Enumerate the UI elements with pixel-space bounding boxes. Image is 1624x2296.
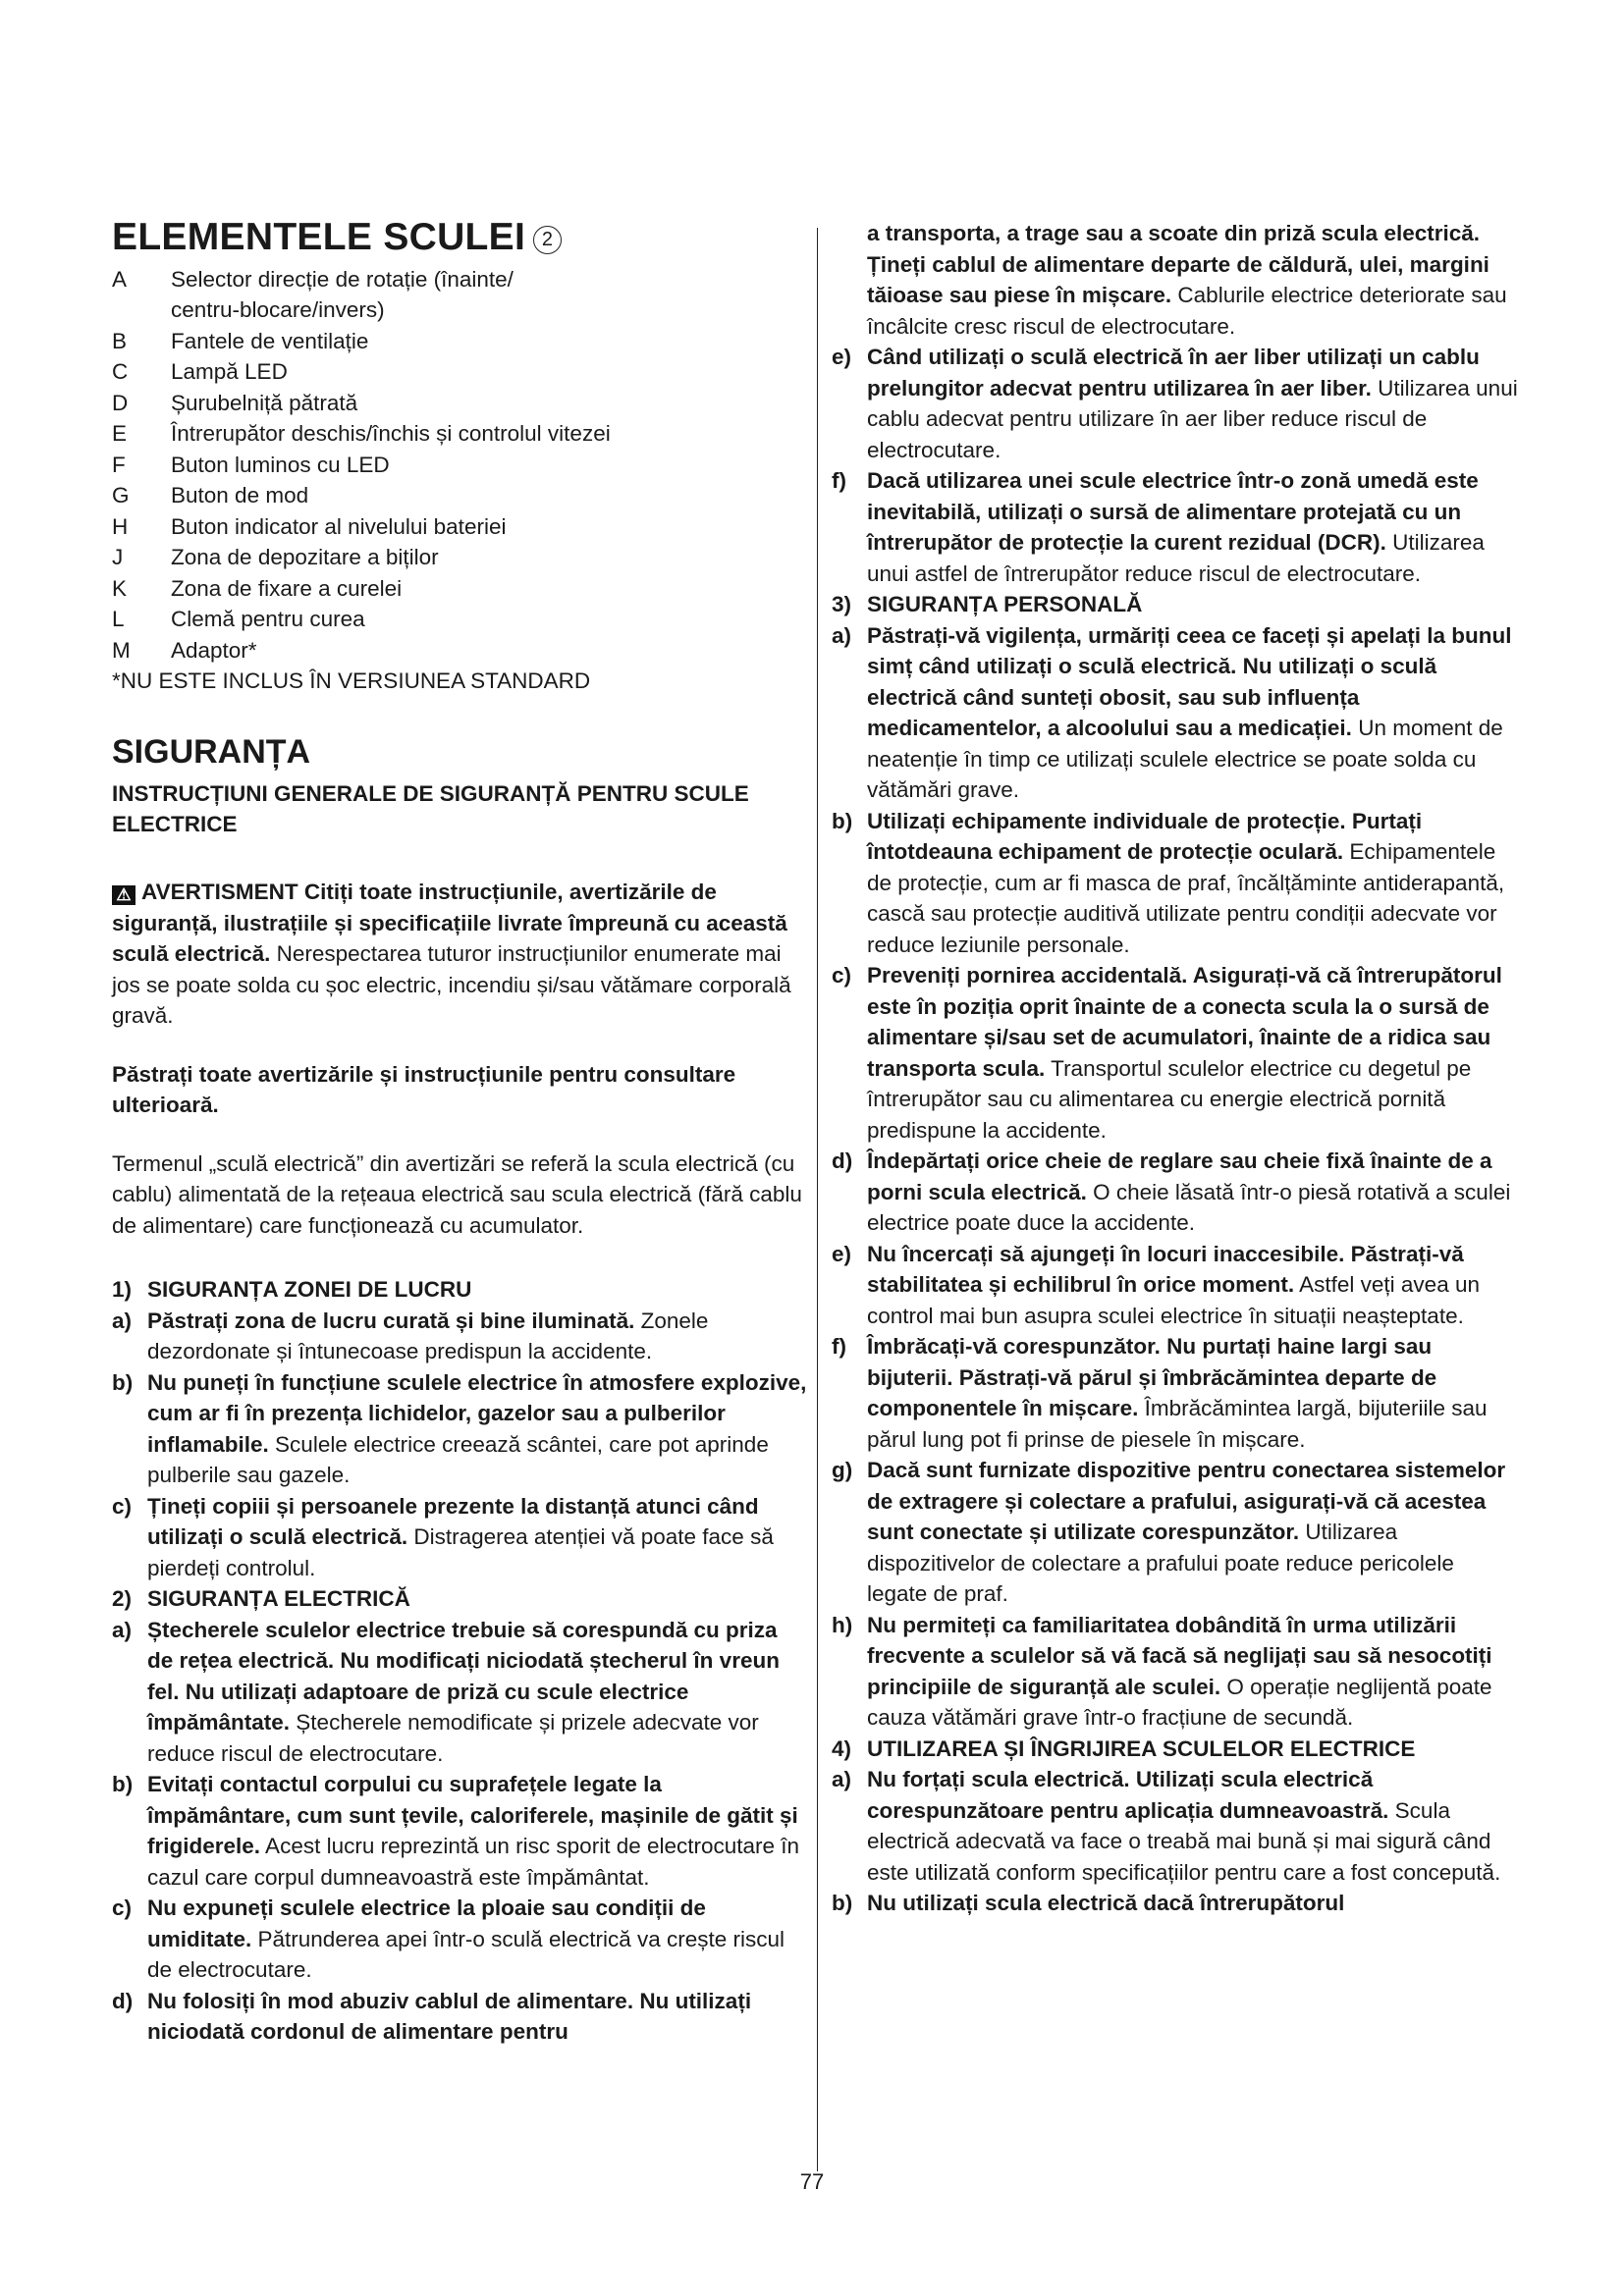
item-body (867, 1455, 1519, 1610)
item-bold-text: Îmbrăcați-vă corespunzător. Nu purtați haine largi sau bijuterii. Păstrați-vă părul și îmbrăcămintea departe de componentele în mișcare. (867, 1334, 1437, 1420)
component-label: Adaptor* (171, 637, 257, 663)
warning-triangle-icon: ⚠ (112, 885, 135, 905)
electrical-items-continued (832, 342, 1519, 589)
term-definition: Termenul „sculă electrică” din avertizări se referă la scula electrică (cu cablu) alimentată de la rețeaua electrică sau scula electrică (fără cablu de alimentare) care funcționează cu acumulator. (112, 1150, 802, 1238)
item-text: Echipamentele de protecție, cum ar fi masca de praf, încălțăminte antiderapantă, cască sau protecție auditivă utilizate pentru condiții adecvate vor reduce leziunile personale. (867, 839, 1505, 957)
item-bold-text: Păstrați zona de lucru curată și bine iluminată. (147, 1308, 635, 1333)
item-letter: e) (832, 1241, 852, 1266)
component-letter: H (112, 513, 129, 539)
item-letter: c) (832, 963, 852, 988)
component-label: Selector direcție de rotație (înainte/ (171, 266, 514, 292)
component-label: Întrerupător deschis/închis și controlul vitezei (171, 421, 611, 447)
left-sections (112, 1274, 809, 2048)
item-text: Utilizarea dispozitivelor de colectare a prafului poate reduce pericolele legate de praf. (867, 1520, 1454, 1606)
component-item (112, 573, 809, 605)
list-item (832, 1331, 1519, 1455)
component-label: Zona de fixare a curelei (171, 575, 403, 601)
section-number: 4) (832, 1735, 852, 1761)
list-item (112, 1893, 809, 1986)
item-text: Scula electrică adecvată va face o treabă mai bună și mai sigură când este utilizată conform specificațiilor pentru care a fost concepută. (867, 1797, 1501, 1885)
component-letter: F (112, 452, 126, 477)
item-text: Utilizarea unui cablu adecvat pentru utilizare în aer liber reduce riscul de electrocutare. (867, 375, 1518, 462)
components-note: *NU ESTE INCLUS ÎN VERSIUNEA STANDARD (112, 668, 591, 694)
item-text: Zonele dezordonate și întunecoase predispun la accidente. (147, 1308, 709, 1364)
item-letter: a) (832, 1767, 852, 1791)
list-item (832, 1455, 1519, 1610)
item-text: Acest lucru reprezintă un risc sporit de electrocutare în cazul care corpul dumneavoastră este împământat. (147, 1834, 800, 1890)
component-item (112, 450, 809, 481)
item-body (867, 1331, 1519, 1455)
section-title: UTILIZAREA ȘI ÎNGRIJIREA SCULELOR ELECTRICE (867, 1735, 1416, 1761)
item-bold-text: Nu expuneți sculele electrice la ploaie sau condiții de umiditate. (147, 1896, 706, 1951)
component-letter: L (112, 607, 125, 632)
item-body (867, 806, 1519, 961)
component-letter: C (112, 359, 129, 385)
item-bold-text: Nu forțați scula electrică. Utilizați scula electrică corespunzătoare pentru aplicația dumneavoastră. (867, 1767, 1389, 1823)
component-label-cont: centru-blocare/invers) (171, 297, 385, 323)
item-text: Pătrunderea apei într-o sculă electrică va crește riscul de electrocutare. (147, 1926, 785, 1983)
component-item (112, 511, 809, 543)
component-label: Buton luminos cu LED (171, 452, 390, 477)
component-label: Șurubelniță pătrată (171, 390, 358, 415)
component-item (112, 388, 809, 419)
item-body (147, 1306, 809, 1367)
item-text: Transportul sculelor electrice cu degetul pe întrerupător sau cu alimentarea cu energie electrică pornită predispune la accidente. (867, 1055, 1472, 1143)
right-column (832, 218, 1519, 1919)
item-body (867, 960, 1519, 1146)
item-bold-text: Dacă sunt furnizate dispozitive pentru conectarea sistemelor de extragere și colectare a prafului, asigurați-vă că acestea sunt conectate și utilizate corespunzător. (867, 1458, 1506, 1544)
list-item (832, 806, 1519, 961)
item-body (867, 1239, 1519, 1332)
item-body (147, 1491, 809, 1584)
list-item (832, 1610, 1519, 1734)
item-body (147, 1986, 809, 2048)
item-body (147, 1893, 809, 1986)
item-bold-text: Nu puneți în funcțiune sculele electrice în atmosfere explozive, cum ar fi în prezența lichidelor, gazelor sau a pulberilor inflamabile. (147, 1369, 807, 1457)
list-item (832, 1888, 1519, 1919)
item-text: Utilizarea unui astfel de întrerupător reduce riscul de electrocutare. (867, 530, 1485, 586)
section-title: SIGURANȚA ELECTRICĂ (147, 1586, 410, 1612)
component-letter: E (112, 421, 128, 447)
safety-heading: SIGURANȚA (112, 732, 311, 771)
item-bold-text: Preveniți pornirea accidentală. Asigurați-vă că întrerupătorul este în poziția oprit înainte de a conecta scula la o sursă de alimentare și/sau set de acumulatori, înainte de a ridica sau transporta scula. (867, 963, 1502, 1081)
list-item (112, 1769, 809, 1893)
item-bold-text: Dacă utilizarea unei scule electrice într-o zonă umedă este inevitabilă, utilizați o sursă de alimentare protejată cu un întrerupător de protecție la curent rezidual (DCR). (867, 468, 1479, 555)
item-body (867, 1888, 1519, 1919)
item-body (147, 1769, 809, 1893)
item-bold-text: Utilizați echipamente individuale de protecție. Purtați întotdeauna echipament de protecție oculară. (867, 808, 1423, 864)
list-item (112, 1367, 809, 1491)
page-number: 77 (799, 2169, 825, 2194)
section-personal-safety (832, 589, 1519, 1734)
component-letter: M (112, 637, 131, 663)
item-letter: b) (832, 1891, 853, 1915)
component-item (112, 418, 809, 450)
list-item (112, 1986, 809, 2048)
section-title: SIGURANȚA PERSONALĂ (867, 592, 1143, 616)
item-text: Ștecherele nemodificate și prizele adecvate vor reduce riscul de electrocutare. (147, 1710, 759, 1766)
item-body (867, 1764, 1519, 1888)
item-letter: d) (112, 1988, 134, 2013)
item-text: Sculele electrice creează scântei, care pot aprinde pulberile sau gazele. (147, 1431, 769, 1488)
safety-subheading: INSTRUCȚIUNI GENERALE DE SIGURANȚĂ PENTRU SCULE ELECTRICE (112, 781, 749, 837)
component-item (112, 356, 809, 388)
item-text: Distragerea atenției vă poate face să pierdeți controlul. (147, 1524, 774, 1580)
item-bold-text: Nu folosiți în mod abuziv cablul de alimentare. Nu utilizați niciodată cordonul de alimentare pentru (147, 1988, 752, 2045)
list-item (112, 1306, 809, 1367)
section-heading (112, 1274, 809, 1306)
item-letter: h) (832, 1612, 853, 1637)
item-text: O cheie lăsată într-o piesă rotativă a sculei electrice poate duce la accidente. (867, 1179, 1511, 1235)
item-letter: b) (832, 808, 853, 833)
component-letter: G (112, 483, 130, 508)
list-item (112, 1491, 809, 1584)
component-item (112, 542, 809, 573)
list-item-continuation: a transporta, a trage sau a scoate din priză scula electrică. Țineți cablul de alimentare departe de căldură, ulei, margini tăioase sau piese în mișcare. Cablurile electrice deteriorate sau încâlcite cresc riscul de electrocutare. (867, 221, 1507, 339)
item-letter: c) (112, 1896, 133, 1921)
item-body (867, 1146, 1519, 1239)
item-bold-text: Când utilizați o sculă electrică în aer liber utilizați un cablu prelungitor adecvat pentru utilizarea în aer liber. (867, 345, 1480, 400)
item-body (867, 1610, 1519, 1734)
section-number: 1) (112, 1277, 133, 1303)
section-heading (832, 589, 1519, 620)
left-column (112, 218, 809, 2048)
component-item (112, 264, 809, 295)
item-letter: g) (832, 1458, 853, 1482)
item-letter: d) (832, 1148, 853, 1173)
figure-ref-badge: 2 (533, 226, 562, 254)
item-text: Îmbrăcămintea largă, bijuteriile sau părul lung pot fi prinse de piesele în mișcare. (867, 1396, 1488, 1452)
section-title: SIGURANȚA ZONEI DE LUCRU (147, 1277, 472, 1303)
item-letter: a) (112, 1617, 133, 1642)
component-item (112, 326, 809, 357)
component-label: Clemă pentru curea (171, 607, 365, 632)
components-heading: ELEMENTELE SCULEI 2 (112, 218, 809, 258)
component-item (112, 604, 809, 635)
component-label: Lampă LED (171, 359, 288, 385)
item-letter: f) (832, 1334, 846, 1359)
section-number: 2) (112, 1586, 133, 1612)
item-bold-text: Nu utilizați scula electrică dacă întrerupătorul (867, 1891, 1345, 1915)
component-label: Fantele de ventilație (171, 328, 369, 353)
item-letter: b) (112, 1369, 134, 1395)
keep-instructions: Păstrați toate avertizările și instrucțiunile pentru consultare ulterioară. (112, 1061, 736, 1118)
list-item (832, 1146, 1519, 1239)
component-letter: J (112, 545, 124, 570)
section-heading (112, 1583, 809, 1615)
list-item (832, 342, 1519, 465)
section-tool-use (832, 1734, 1519, 1919)
column-divider (817, 228, 818, 2171)
list-item (832, 1764, 1519, 1888)
list-item (832, 960, 1519, 1146)
item-body (867, 465, 1519, 589)
warning-paragraph: ⚠ AVERTISMENT Citiți toate instrucțiunile, avertizările de siguranță, ilustrațiile și specificațiile livrate împreună cu această sculă electrică. Nerespectarea tuturor instrucțiunilor enumerate mai jos se poate solda cu șoc electric, incendiu și/sau vătămare corporală gravă. (112, 880, 791, 1029)
item-bold-text: Nu permiteți ca familiaritatea dobândită în urma utilizării frecvente a sculelor să vă facă să neglijați sau să nesocotiți principiile de siguranță ale sculei. (867, 1612, 1492, 1699)
item-text: O operație neglijentă poate cauza vătămări grave într-o fracțiune de secundă. (867, 1674, 1492, 1730)
item-text: Un moment de neatenție în timp ce utilizați sculele electrice se poate solda cu vătămări grave. (867, 716, 1503, 802)
item-letter: e) (832, 345, 852, 369)
item-text: Astfel veți avea un control mai bun asupra sculei electrice în situații neașteptate. (867, 1272, 1480, 1328)
item-letter: f) (832, 468, 846, 493)
list-item (112, 1615, 809, 1770)
component-letter: K (112, 575, 128, 601)
section-number: 3) (832, 592, 852, 616)
list-item (832, 1239, 1519, 1332)
list-item (832, 465, 1519, 589)
list-item (832, 620, 1519, 806)
component-item (112, 480, 809, 511)
item-bold-text: Țineți copiii și persoanele prezente la distanță atunci când utilizați o sculă electrică. (147, 1493, 759, 1550)
item-body (147, 1615, 809, 1770)
item-letter: a) (112, 1308, 133, 1333)
component-letter: A (112, 266, 128, 292)
component-label: Buton indicator al nivelului bateriei (171, 513, 507, 539)
component-label: Zona de depozitare a biților (171, 545, 439, 570)
item-letter: a) (832, 622, 852, 648)
section-heading (832, 1734, 1519, 1765)
item-bold-text: Nu încercați să ajungeți în locuri inaccesibile. Păstrați-vă stabilitatea și echilibrul în orice moment. (867, 1241, 1464, 1297)
item-body (147, 1367, 809, 1491)
component-item (112, 635, 809, 667)
component-label: Buton de mod (171, 483, 309, 508)
item-body (867, 342, 1519, 465)
components-list (112, 264, 809, 667)
component-letter: B (112, 328, 128, 353)
item-body (867, 620, 1519, 806)
item-bold-text: Îndepărtați orice cheie de reglare sau cheie fixă înainte de a porni scula electrică. (867, 1148, 1492, 1204)
item-bold-text: Evitați contactul corpului cu suprafețele legate la împământare, cum sunt țevile, caloriferele, mașinile de gătit și frigiderele. (147, 1772, 798, 1859)
item-bold-text: Ștecherele sculelor electrice trebuie să corespundă cu priza de rețea electrică. Nu modificați niciodată ștecherul în vreun fel. Nu utilizați adaptoare de priză cu scule electrice împământate. (147, 1617, 780, 1735)
item-bold-text: Păstrați-vă vigilența, urmăriți ceea ce faceți și apelați la bunul simț când utilizați o sculă electrică. Nu utilizați o sculă electrică când sunteți obosit, sau sub influența medicamentelor, a alcoolului sau a medicației. (867, 622, 1512, 740)
item-letter: c) (112, 1493, 133, 1519)
item-letter: b) (112, 1772, 134, 1797)
component-letter: D (112, 390, 129, 415)
